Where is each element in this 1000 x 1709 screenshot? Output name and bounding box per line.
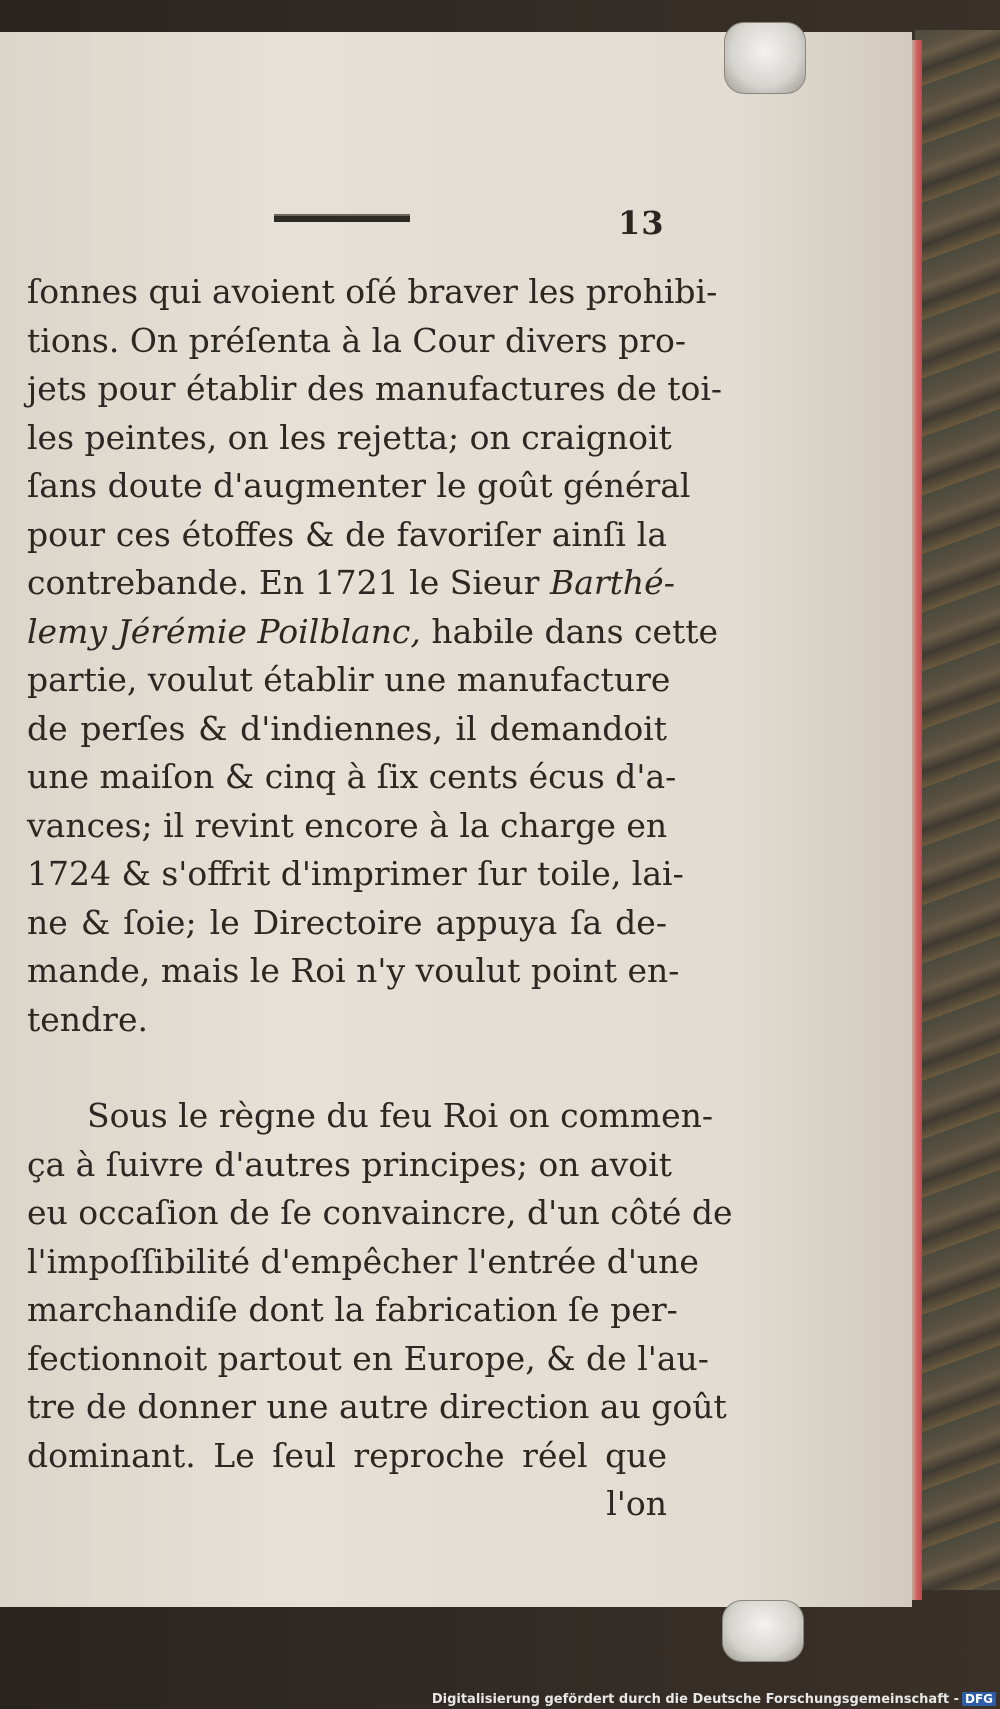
text-line: ſans doute d'augmenter le goût général [27, 466, 691, 505]
book-page [0, 32, 912, 1607]
italic-name: lemy Jérémie Poilblanc, [27, 611, 421, 651]
digitization-credit [432, 1692, 996, 1707]
header-rule [274, 214, 410, 222]
text-line: de perſes & d'indiennes, il demandoit [27, 708, 667, 748]
text-line: mande, mais le Roi n'y voulut point en- [27, 951, 680, 990]
text-line: fectionnoit partout en Europe, & de l'au- [27, 1338, 709, 1378]
text-line: marchandiſe dont la fabrication ſe per- [27, 1290, 678, 1329]
text-line: ça à ſuivre d'autres principes; on avoit [27, 1144, 672, 1184]
text-line: eu occaſion de ſe convaincre, d'un côté de [27, 1193, 733, 1232]
page-edge [912, 40, 922, 1600]
text-line: partie, voulut établir une manufacture [27, 660, 671, 699]
text-line: ne & ſoie; le Directoire appuya ſa de- [27, 902, 667, 942]
italic-name: Barthé- [549, 563, 675, 602]
paragraph-gap [27, 1044, 667, 1092]
text-line: tendre. [27, 999, 148, 1039]
page-number: 13 [618, 204, 665, 242]
text-line: Sous le règne du feu Roi on commen- [87, 1096, 714, 1135]
credit-text: Digitalisierung gefördert durch die Deutsche Forschungsgemeinschaft - [431, 1692, 959, 1707]
text-segment: contrebande. En 1721 le Sieur [27, 563, 550, 602]
text-line: vances; il revint encore à la charge en [27, 805, 668, 845]
page-clip-top [724, 22, 806, 94]
page-clip-bottom [722, 1600, 804, 1662]
text-line: 1724 & s'offrit d'imprimer ſur toile, lai- [27, 854, 684, 893]
book-spine [915, 30, 1000, 1590]
text-line: pour ces étoffes & de favoriſer ainſi la [27, 514, 667, 554]
text-line: ſonnes qui avoient oſé braver les prohibi- [27, 272, 718, 311]
text-line: tre de donner une autre direction au goût [27, 1387, 727, 1426]
text-segment: habile dans cette [420, 611, 719, 651]
text-line: l'impoſſibilité d'empêcher l'entrée d'une [27, 1241, 699, 1281]
text-line-with-italic [27, 559, 675, 608]
text-line: tions. On préſenta à la Cour divers pro- [27, 320, 686, 360]
catchword: l'on [606, 1484, 667, 1523]
text-line: dominant. Le ſeul reproche réel que [27, 1435, 667, 1475]
dfg-logo: DFG [962, 1692, 996, 1706]
text-line-with-italic [27, 608, 719, 657]
text-line: les peintes, on les rejetta; on craignoit [27, 417, 672, 457]
text-line: une maiſon & cinq à ſix cents écus d'a- [27, 757, 677, 796]
text-line: jets pour établir des manufactures de toi- [27, 369, 723, 408]
page-text [27, 268, 733, 1529]
